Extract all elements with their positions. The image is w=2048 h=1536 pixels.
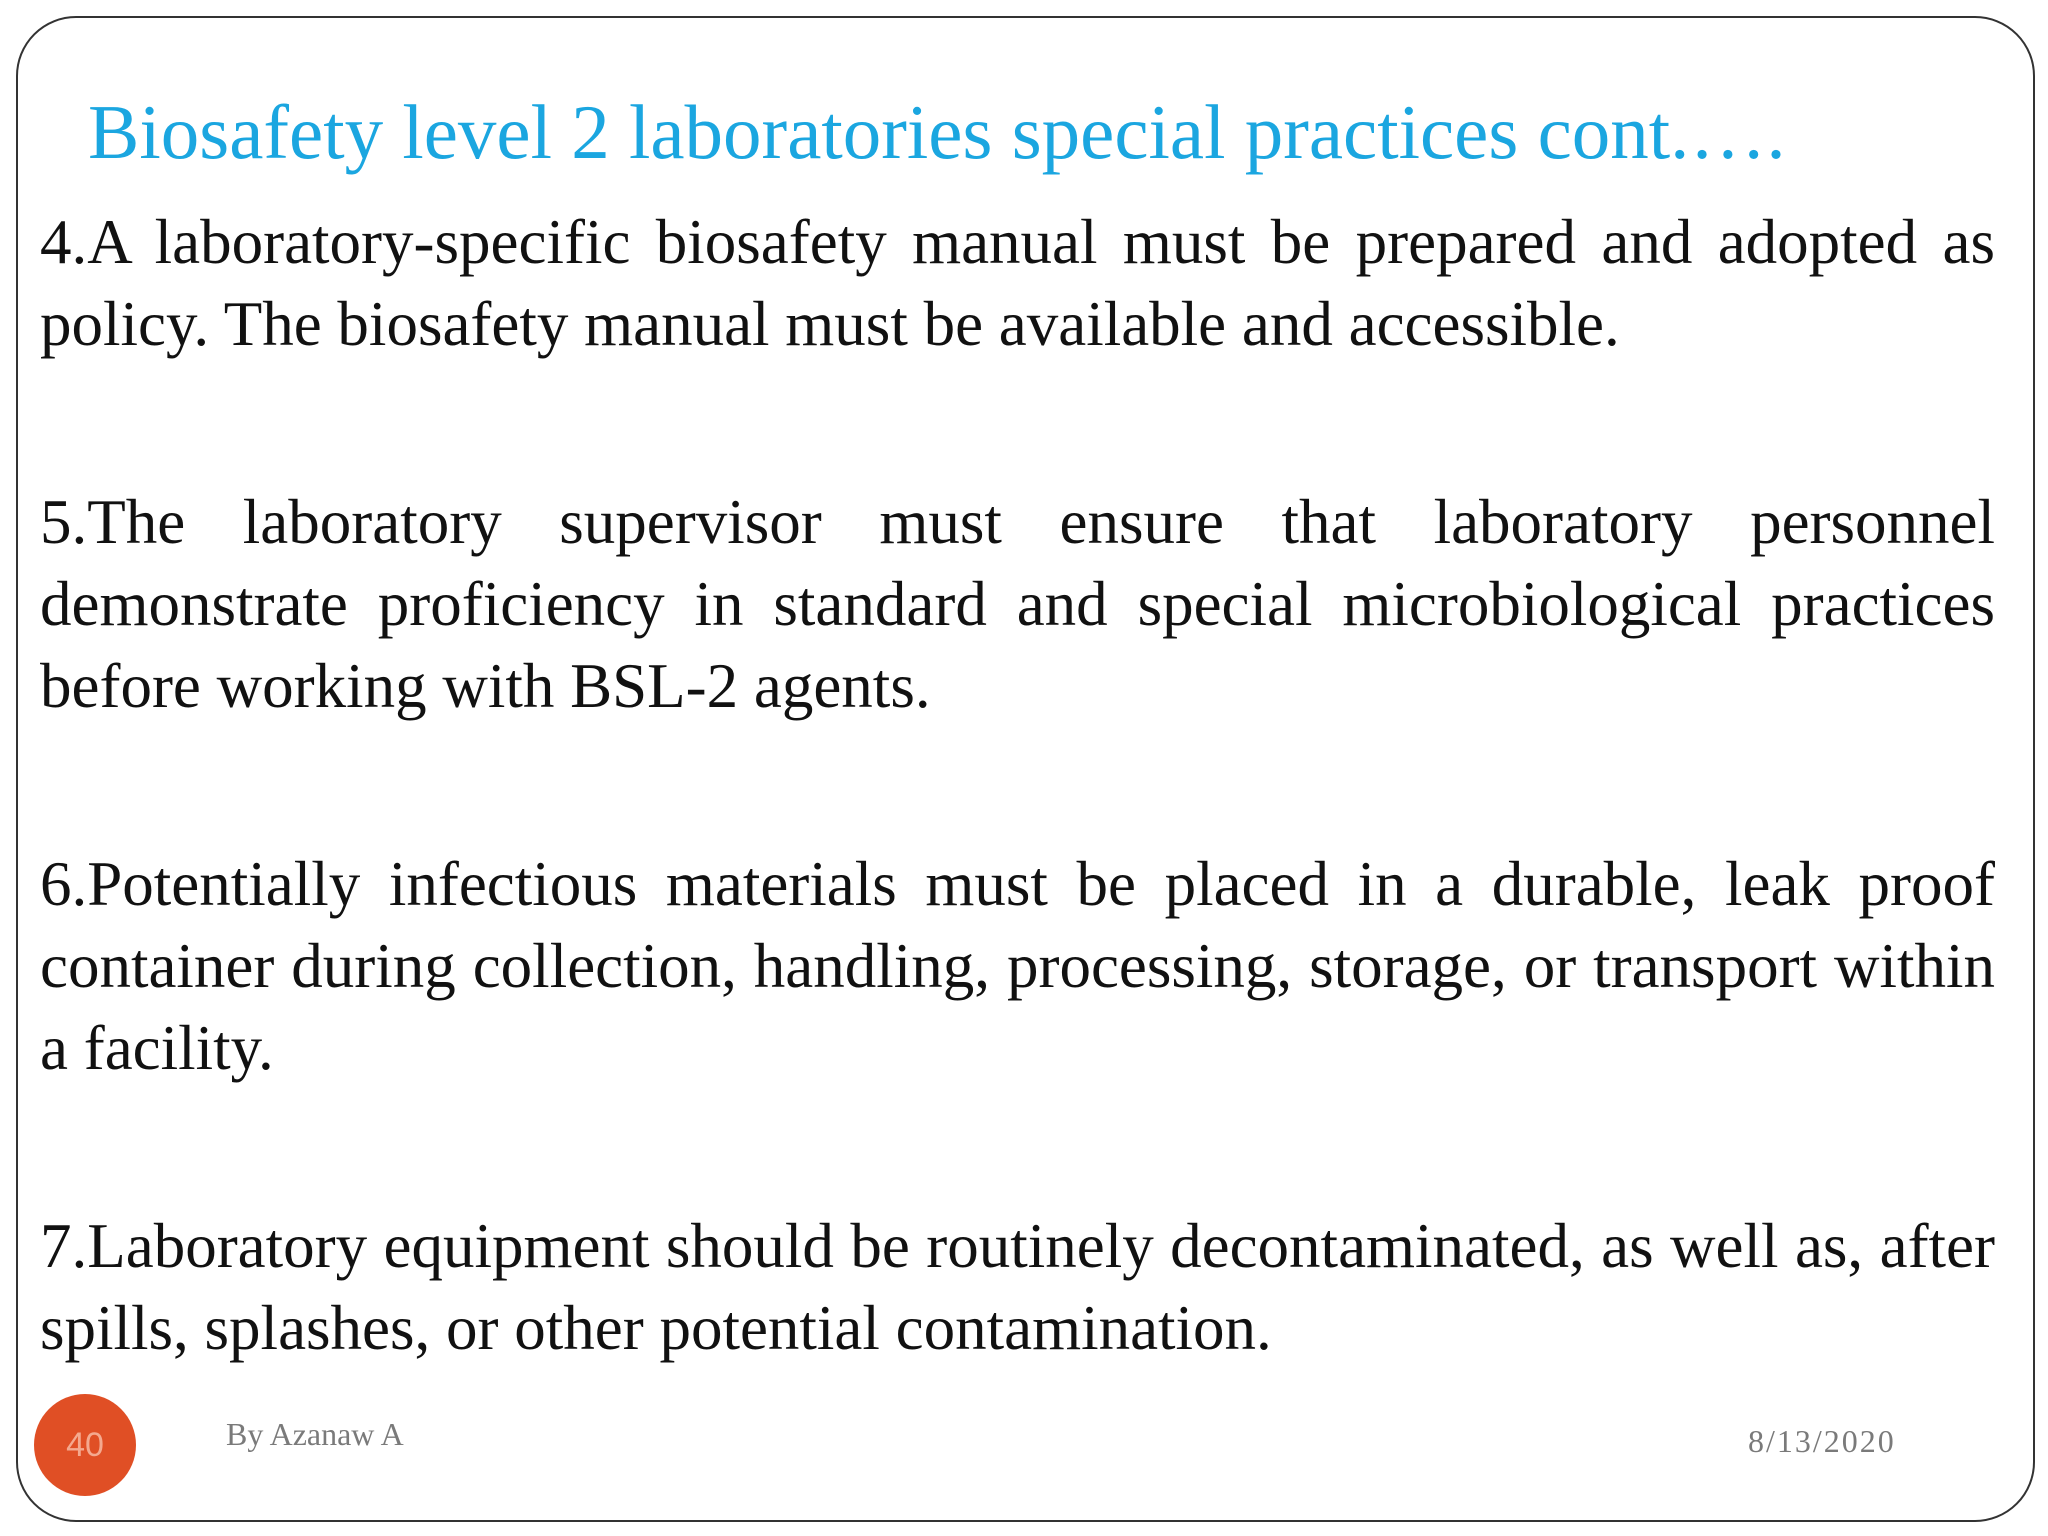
point-6: 6.Potentially infectious materials must be placed in a durable, leak proof container during collection, handling, processing, storage, or transport within a facility.	[40, 849, 1995, 1083]
page-number-badge: 40	[34, 1394, 136, 1496]
footer-date: 8/13/2020	[1748, 1423, 1896, 1459]
slide-frame	[16, 16, 2035, 1522]
point-4: 4.A laboratory-specific biosafety manual must be prepared and adopted as policy. The biosafety manual must be available and accessible.	[40, 207, 1995, 359]
footer-author: By Azanaw A	[226, 1416, 404, 1452]
point-5: 5.The laboratory supervisor must ensure that laboratory personnel demonstrate proficiency in standard and special microbiological practices before working with BSL-2 agents.	[40, 487, 1995, 721]
slide-title: Biosafety level 2 laboratories special practices cont.….	[88, 89, 1786, 175]
point-7: 7.Laboratory equipment should be routinely decontaminated, as well as, after spills, splashes, or other potential contamination.	[40, 1211, 1995, 1363]
slide-body	[40, 201, 1995, 1369]
